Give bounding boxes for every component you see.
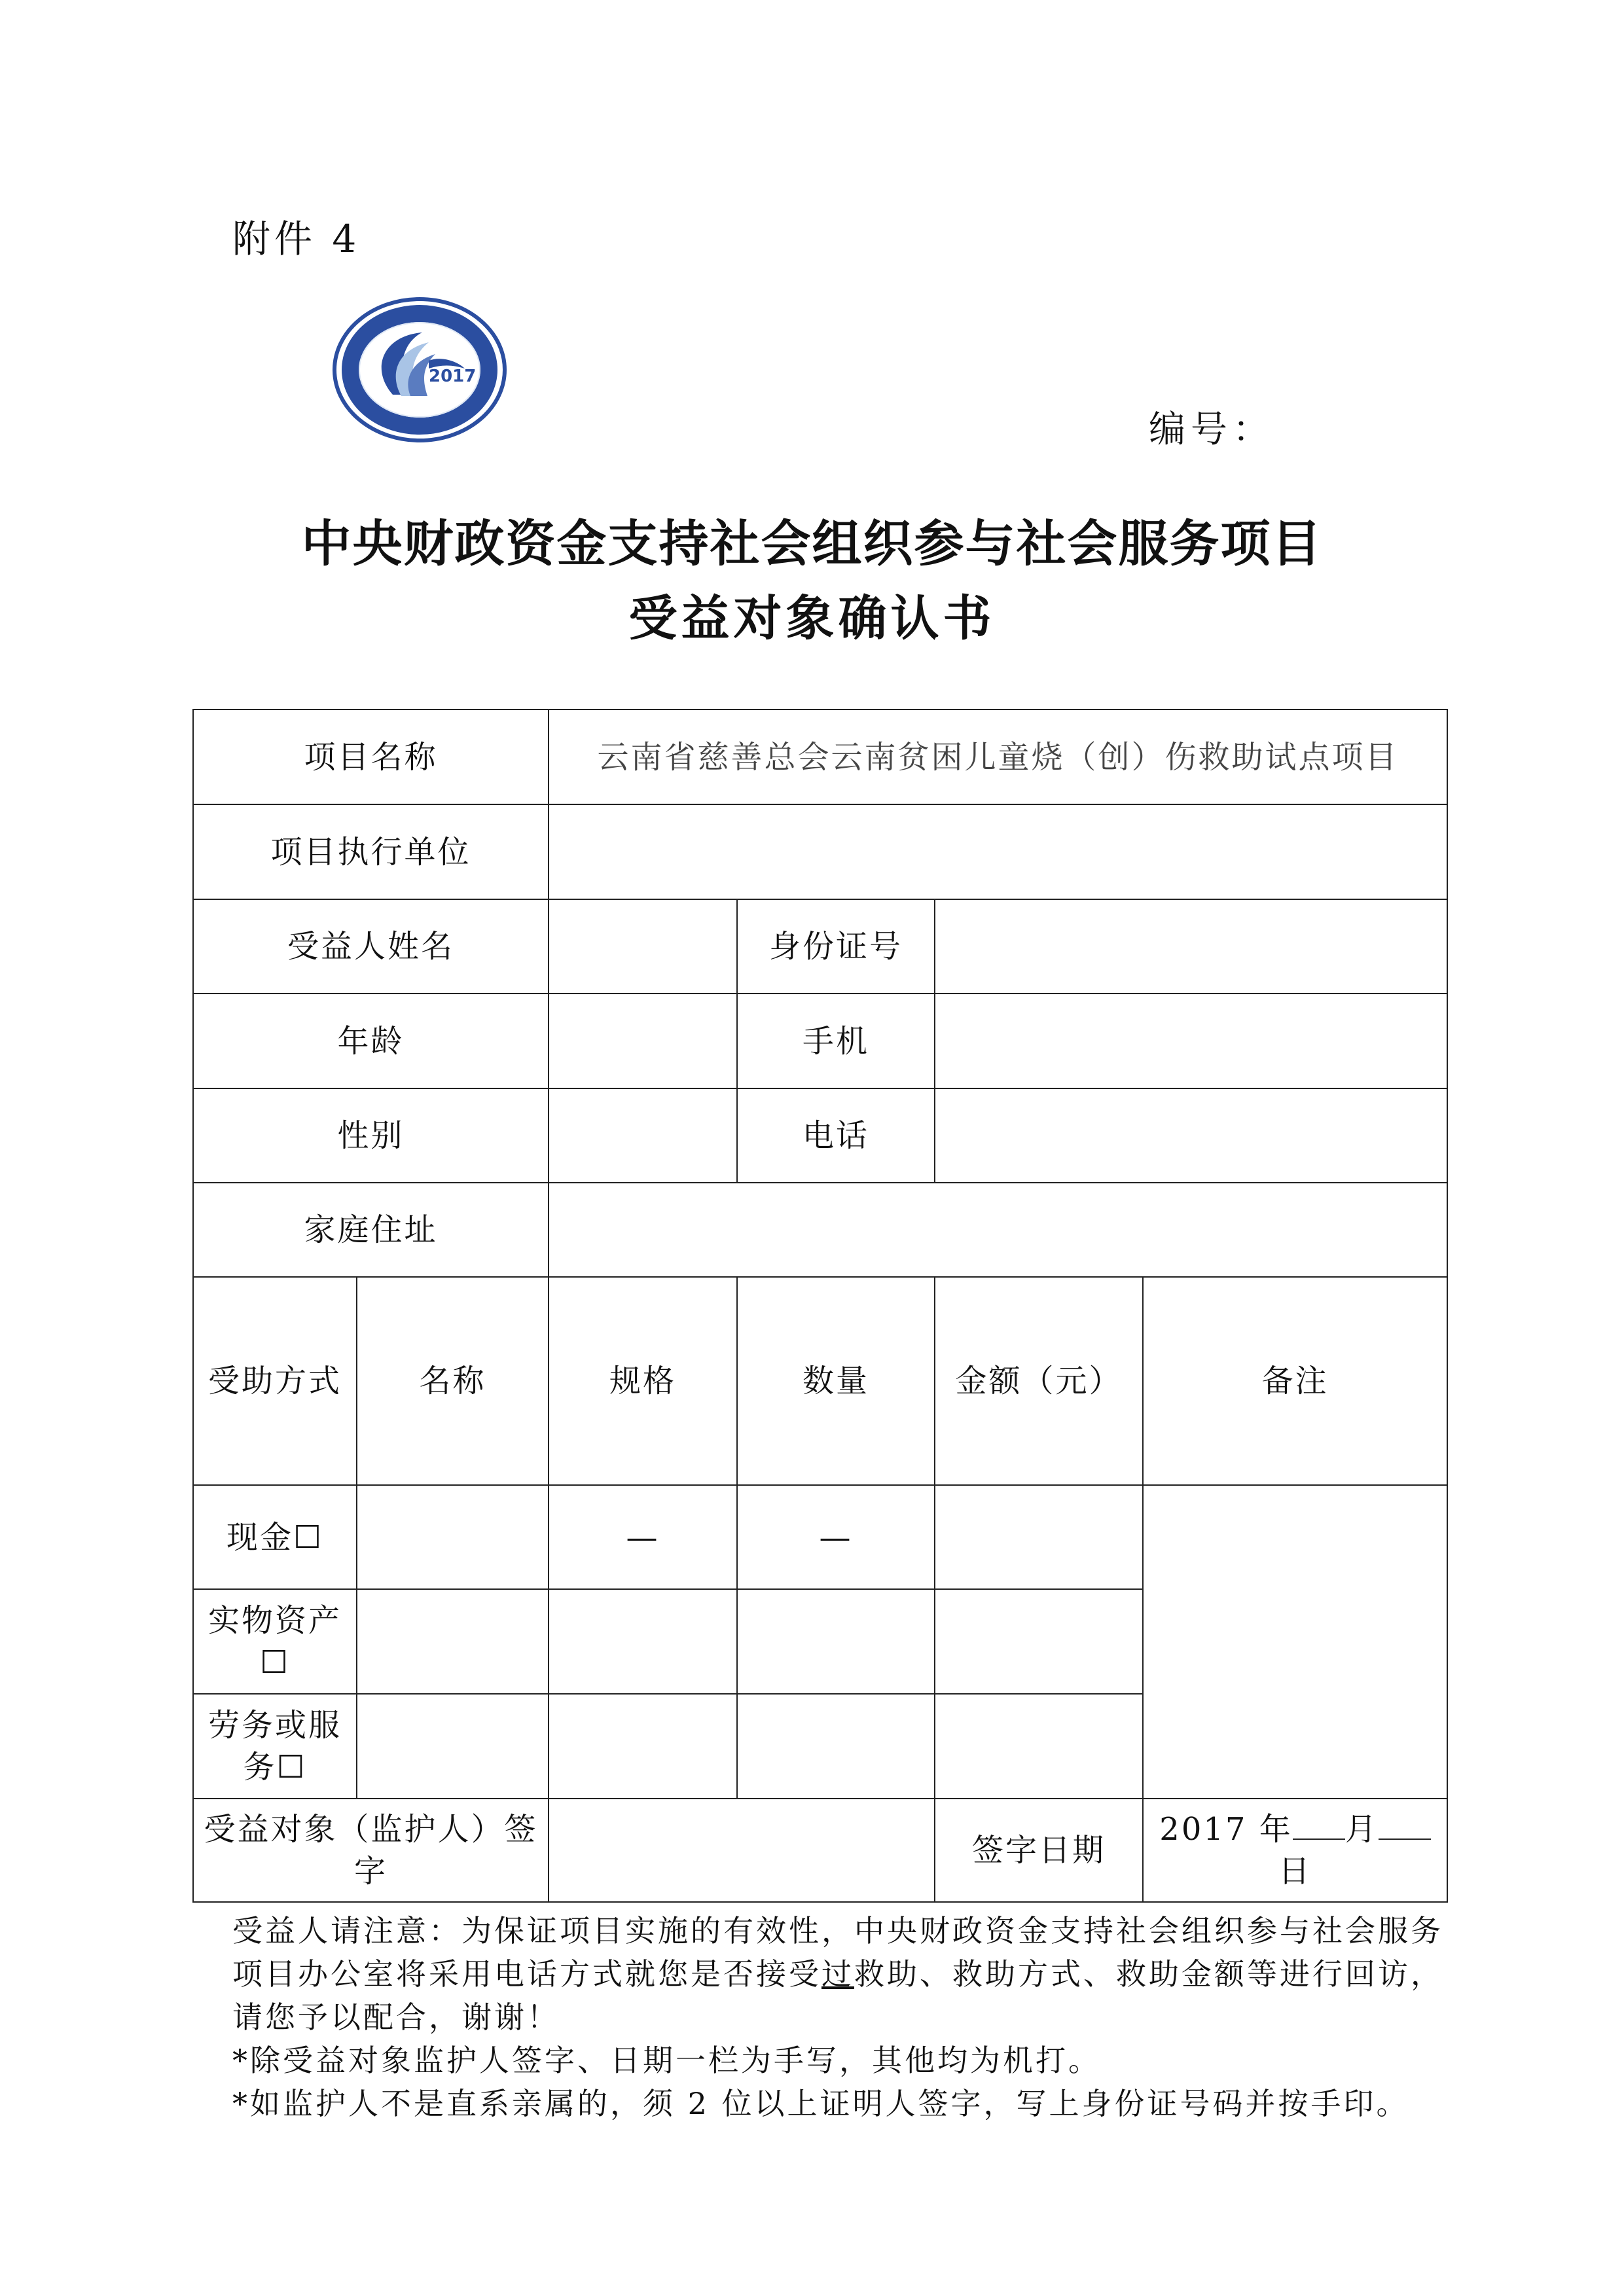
age-label: 年龄 xyxy=(193,994,549,1088)
serial-number-label: 编号： xyxy=(1149,408,1274,451)
beneficiary-name-label: 受益人姓名 xyxy=(193,899,549,994)
aid-assets-quantity-field[interactable] xyxy=(737,1589,935,1694)
sign-date-label: 签字日期 xyxy=(935,1799,1143,1902)
signature-label: 受益对象（监护人）签字 xyxy=(193,1799,549,1902)
sign-date-month: 月 xyxy=(1344,1811,1379,1848)
aid-header-name: 名称 xyxy=(357,1277,549,1485)
aid-header-quantity: 数量 xyxy=(737,1277,935,1485)
sign-date-day: 日 xyxy=(1278,1853,1312,1890)
aid-labor-quantity-field[interactable] xyxy=(737,1694,935,1799)
phone-label: 电话 xyxy=(737,1088,935,1183)
notes-section xyxy=(232,1909,1450,2125)
aid-header-remarks: 备注 xyxy=(1143,1277,1447,1485)
project-name-value: 云南省慈善总会云南贫困儿童烧（创）伤救助试点项目 xyxy=(549,709,1447,804)
id-number-label: 身份证号 xyxy=(737,899,935,994)
aid-assets-name-field[interactable] xyxy=(357,1589,549,1694)
aid-header-spec: 规格 xyxy=(549,1277,737,1485)
notes-line1-after: 救助、救助方式、救助金额等进行回访，请您予以配合，谢谢！ xyxy=(232,1956,1443,2035)
notes-line1-before: 受益人请注意：为保证项目实施的有效性，中央财政资金支持社会组织参与社会服务项目办公室将采用电话方式就您是否接受 xyxy=(232,1913,1443,1992)
aid-header-amount: 金额（元） xyxy=(935,1277,1143,1485)
sign-date-year: 2017 年 xyxy=(1159,1811,1293,1848)
aid-method-labor-services[interactable]: 劳务或服务☐ xyxy=(193,1694,357,1799)
aid-assets-amount-field[interactable] xyxy=(935,1589,1143,1694)
aid-header-row xyxy=(193,1277,1447,1485)
executing-unit-label: 项目执行单位 xyxy=(193,804,549,899)
attachment-label: 附件 4 xyxy=(232,217,361,261)
aid-cash-quantity: — xyxy=(737,1485,935,1589)
logo-year: 2017 xyxy=(429,367,477,386)
notes-paragraph-2: *除受益对象监护人签字、日期一栏为手写，其他均为机打。 xyxy=(232,2043,1101,2078)
signature-field[interactable] xyxy=(549,1799,935,1902)
aid-method-cash[interactable]: 现金☐ xyxy=(193,1485,357,1589)
sign-date-day-blank[interactable] xyxy=(1379,1812,1431,1840)
beneficiary-name-field[interactable] xyxy=(549,899,737,994)
gender-field[interactable] xyxy=(549,1088,737,1183)
sign-date-field[interactable] xyxy=(1143,1799,1447,1902)
aid-assets-spec-field[interactable] xyxy=(549,1589,737,1694)
page-subtitle: 受益对象确认书 xyxy=(628,590,996,647)
aid-labor-name-field[interactable] xyxy=(357,1694,549,1799)
aid-method-physical-assets[interactable]: 实物资产☐ xyxy=(193,1589,357,1694)
project-name-label: 项目名称 xyxy=(193,709,549,804)
address-field[interactable] xyxy=(549,1183,1447,1277)
sign-date-month-blank[interactable] xyxy=(1293,1812,1345,1840)
aid-remarks-field[interactable] xyxy=(1143,1485,1447,1799)
aid-labor-spec-field[interactable] xyxy=(549,1694,737,1799)
aid-labor-amount-field[interactable] xyxy=(935,1694,1143,1799)
gender-label: 性别 xyxy=(193,1088,549,1183)
aid-cash-amount-field[interactable] xyxy=(935,1485,1143,1589)
notes-paragraph-3: *如监护人不是直系亲属的，须 2 位以上证明人签字，写上身份证号码并按手印。 xyxy=(232,2086,1409,2121)
address-label: 家庭住址 xyxy=(193,1183,549,1277)
notes-line1-underlined: 过 xyxy=(821,1956,854,1992)
phone-field[interactable] xyxy=(935,1088,1447,1183)
executing-unit-field[interactable] xyxy=(549,804,1447,899)
aid-row-cash xyxy=(193,1485,1447,1589)
page-title: 中央财政资金支持社会组织参与社会服务项目 xyxy=(301,514,1323,573)
aid-cash-spec: — xyxy=(549,1485,737,1589)
mobile-field[interactable] xyxy=(935,994,1447,1088)
beneficiary-form-table xyxy=(192,709,1448,1903)
id-number-field[interactable] xyxy=(935,899,1447,994)
notes-paragraph-1 xyxy=(232,1909,1450,2039)
age-field[interactable] xyxy=(549,994,737,1088)
aid-cash-name-field[interactable] xyxy=(357,1485,549,1589)
mobile-label: 手机 xyxy=(737,994,935,1088)
project-logo xyxy=(331,296,509,444)
aid-header-method: 受助方式 xyxy=(193,1277,357,1485)
